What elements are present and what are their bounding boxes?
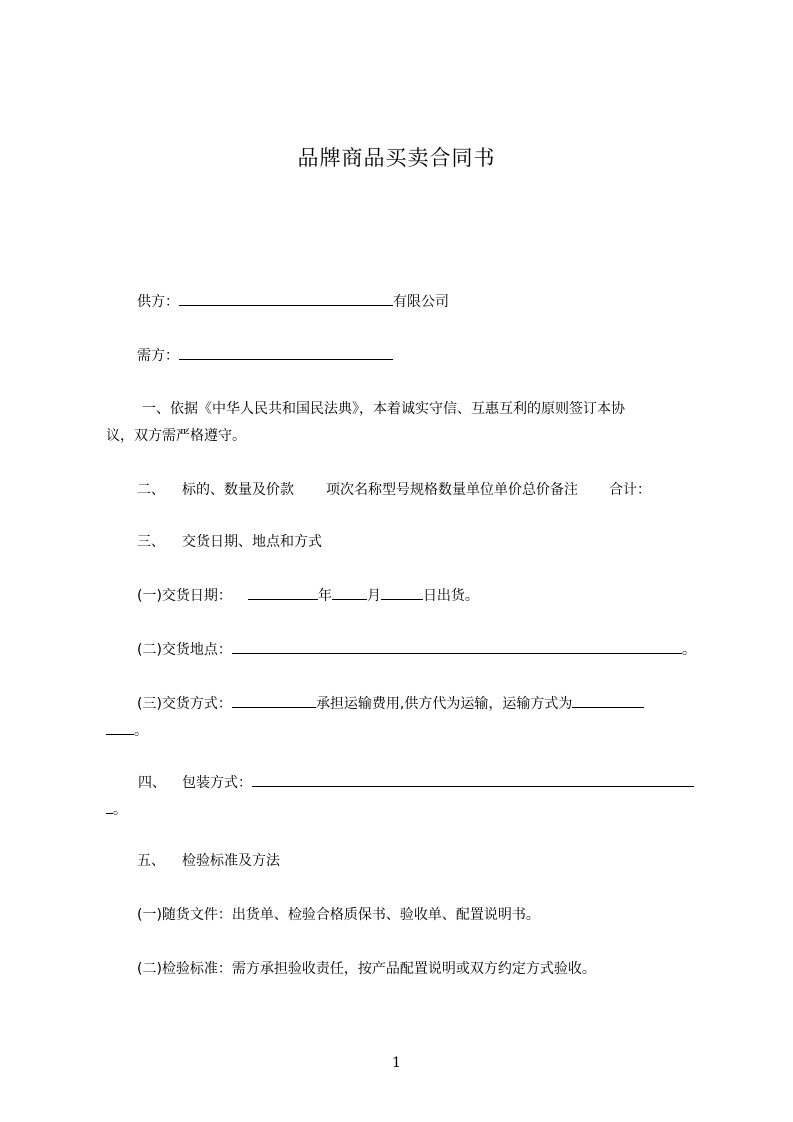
clause2-number: 二、 (137, 482, 165, 498)
packaging-blank-1 (252, 772, 694, 787)
clause1-line1: 一、依据《中华人民共和国民法典》，本着诚实守信、互惠互利的原则签订本协 (142, 401, 625, 417)
packaging-line2 (106, 799, 127, 820)
clause2-title: 标的、数量及价款 (182, 482, 294, 498)
delivery-method-line (137, 693, 644, 714)
day-label: 日出货。 (422, 588, 479, 604)
delivery-place-line (137, 639, 696, 660)
supplier-suffix: 有限公司 (393, 294, 449, 310)
document-title: 品牌商品买卖合同书 (297, 146, 496, 170)
delivery-method-party-blank (232, 693, 316, 708)
supplier-name-blank (179, 291, 393, 306)
transport-method-blank-1 (572, 693, 644, 708)
delivery-date-label: (一)交货日期： (137, 588, 232, 604)
month-blank (332, 585, 367, 600)
clause3-number: 三、 (137, 534, 165, 550)
clause3-heading (137, 532, 322, 552)
delivery-method-text: 承担运输费用,供方代为运输，运输方式为 (315, 696, 573, 712)
year-label: 年 (317, 588, 332, 604)
supplier-line (137, 291, 449, 312)
delivery-method-line2 (106, 720, 148, 741)
clause5-item1: (一)随货文件：出货单、检验合格质保书、验收单、配置说明书。 (137, 907, 540, 923)
buyer-label: 需方： (137, 348, 179, 364)
month-label: 月 (366, 588, 381, 604)
clause5-number: 五、 (137, 853, 165, 869)
packaging-blank-2 (106, 799, 113, 814)
clause4-title: 包装方式： (182, 775, 252, 791)
delivery-place-blank (232, 639, 682, 654)
supplier-label: 供方： (137, 294, 179, 310)
clause4-end: 。 (113, 802, 127, 818)
delivery-method-end: 。 (134, 723, 148, 739)
clause2-line (137, 480, 651, 500)
clause4-number: 四、 (138, 775, 166, 791)
clause3-title: 交货日期、地点和方式 (182, 534, 322, 550)
clause5-title: 检验标准及方法 (182, 853, 280, 869)
delivery-method-label: (三)交货方式： (137, 696, 232, 712)
clause1-line2: 议，双方需严格遵守。 (106, 428, 246, 444)
day-blank (381, 585, 423, 600)
year-blank (248, 585, 318, 600)
packaging-line (138, 772, 694, 793)
delivery-place-end: 。 (681, 642, 696, 658)
buyer-line (137, 345, 393, 366)
delivery-place-label: (二)交货地点： (137, 642, 232, 658)
page-number: 1 (392, 1055, 401, 1071)
clause5-heading (137, 851, 280, 871)
clause5-item2: (二)检验标准：需方承担验收责任，按产品配置说明或双方约定方式验收。 (137, 961, 596, 977)
buyer-name-blank (179, 345, 393, 360)
transport-method-blank-2 (106, 720, 134, 735)
clause2-columns: 项次名称型号规格数量单位单价总价备注 (326, 482, 578, 498)
delivery-date-line (137, 585, 479, 606)
clause2-total: 合计： (609, 482, 651, 498)
